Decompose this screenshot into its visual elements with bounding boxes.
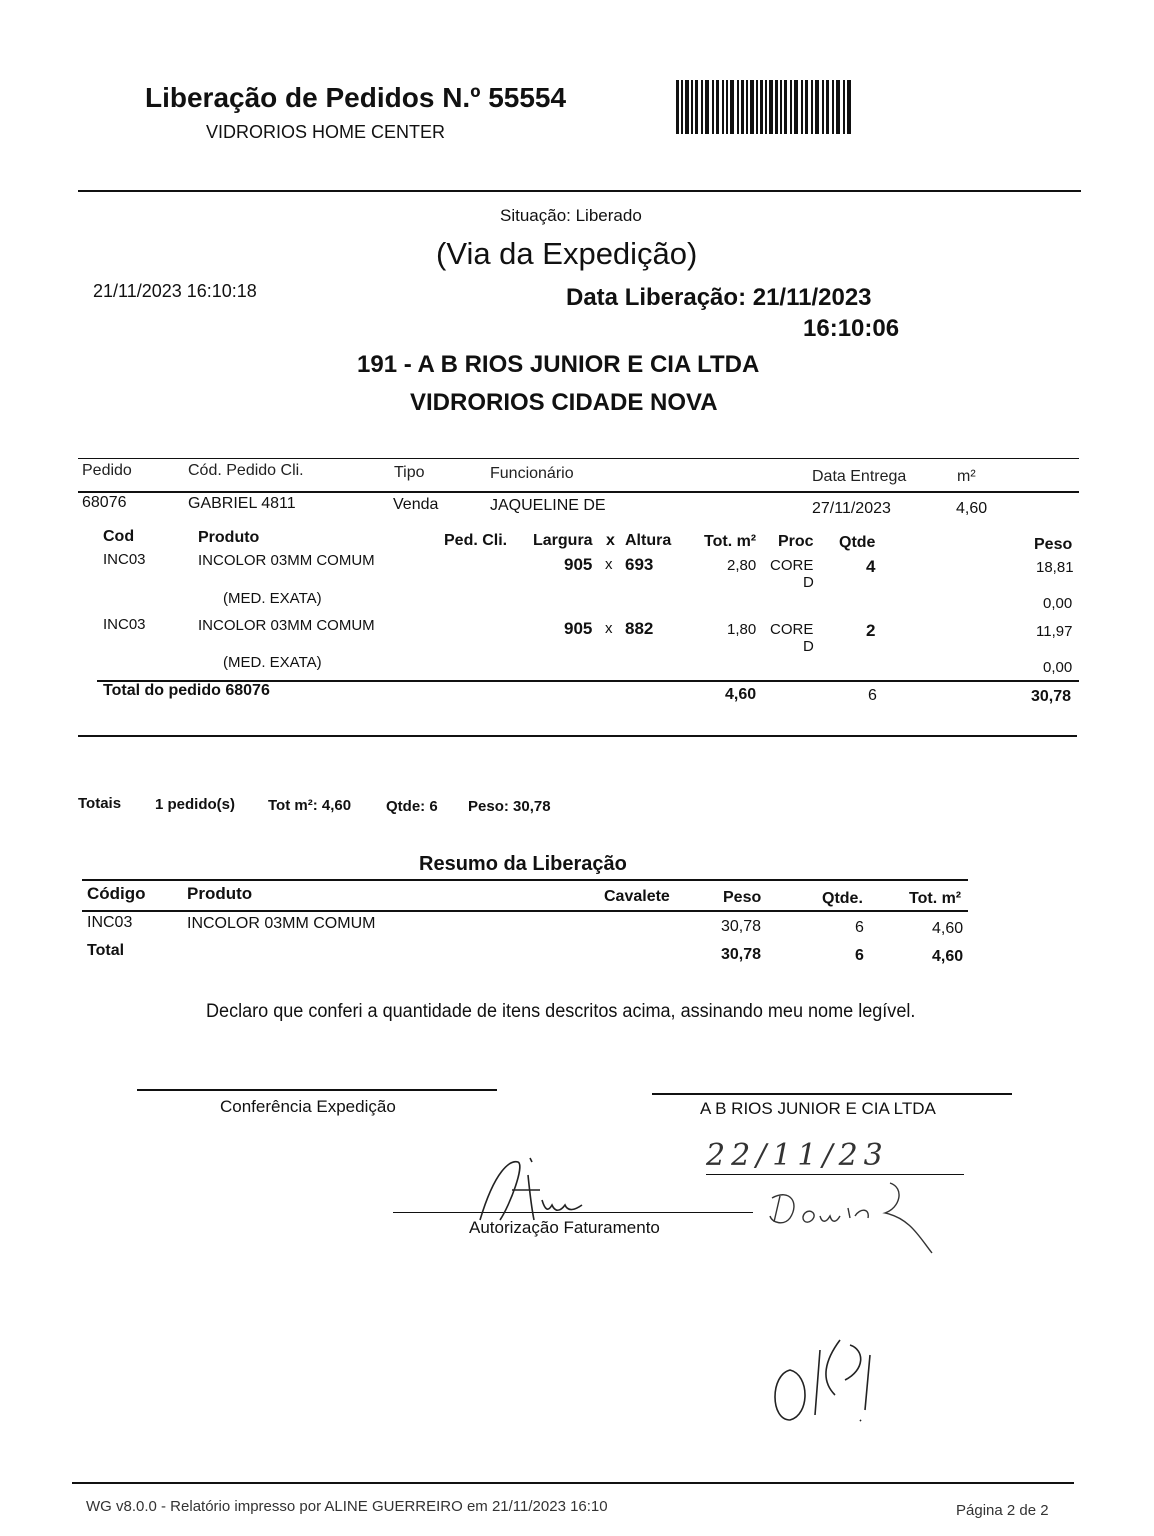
item-1-qtde: 4 [866,557,876,576]
signature-domingos-icon [760,1178,940,1258]
item-header-ped-cli: Ped. Cli. [444,532,508,549]
resumo-title: Resumo da Liberação [419,853,627,875]
order-total-peso: 30,78 [1031,688,1072,705]
item-2-proc-b: D [803,638,814,655]
resumo-total-label: Total [87,942,125,959]
footer-printed-by: WG v8.0.0 - Relatório impresso por ALINE GUERREIRO em 21/11/2023 16:10 [86,1498,608,1515]
client-name: 191 - A B RIOS JUNIOR E CIA LTDA [357,351,760,378]
order-m2: 4,60 [956,500,988,517]
resumo-row-qtde: 6 [855,919,864,936]
data-liberacao-time: 16:10:06 [803,315,900,342]
signature-label-empresa: A B RIOS JUNIOR E CIA LTDA [700,1099,936,1118]
order-header-rule [78,491,1079,493]
item-1-tot-m2: 2,80 [727,557,757,574]
item-2-altura: 882 [625,619,654,638]
order-table-top-rule [78,458,1079,459]
order-total-m2: 4,60 [725,686,757,703]
resumo-row-tot-m2: 4,60 [932,920,964,937]
data-liberacao-label [566,284,872,312]
data-liberacao-text: Data Liberação: [566,284,747,311]
order-pedido: 68076 [82,494,127,511]
resumo-header-codigo: Código [87,884,146,903]
item-1-largura: 905 [564,555,593,574]
footer-page-number: Página 2 de 2 [956,1502,1049,1519]
item-2-x: x [605,620,613,637]
handwritten-number-icon [765,1330,905,1430]
barcode-icon [676,80,851,134]
item-2-tot-m2: 1,80 [727,621,757,638]
order-total-label: Total do pedido 68076 [103,682,270,699]
item-1-cod: INC03 [103,551,146,568]
item-2-proc: CORE [770,621,814,638]
item-header-produto: Produto [198,529,260,546]
col-header-m2: m² [957,468,976,485]
resumo-header-qtde: Qtde. [822,890,863,907]
item-2-peso: 11,97 [1036,623,1073,640]
resumo-header-peso: Peso [723,889,762,906]
signature-line-empresa [652,1093,1012,1095]
item-2-produto: INCOLOR 03MM COMUM [198,617,375,634]
totais-peso: Peso: 30,78 [468,798,551,815]
item-1-x: x [605,556,613,573]
item-1-peso: 18,81 [1036,559,1074,576]
resumo-total-qtde: 6 [855,947,864,964]
item-2-cod: INC03 [103,616,146,633]
item-header-proc: Proc [778,533,814,550]
handwritten-date: 22/11/23 [706,1138,889,1173]
resumo-header-produto: Produto [187,884,253,903]
item-1-proc: CORE [770,557,814,574]
order-total-qtde: 6 [868,687,877,704]
item-header-qtde: Qtde [839,534,876,551]
signature-line-conferencia [137,1089,497,1091]
col-header-cod-cli: Cód. Pedido Cli. [188,462,304,479]
totais-label: Totais [78,795,122,812]
resumo-header-tot-m2: Tot. m² [909,890,962,907]
footer-divider [72,1482,1074,1484]
item-1-proc-b: D [803,574,814,591]
resumo-row-peso: 30,78 [721,918,762,935]
resumo-total-tot-m2: 4,60 [932,948,964,965]
document-title: Liberação de Pedidos N.º 55554 [145,82,567,113]
totais-pedidos: 1 pedido(s) [155,796,236,813]
totais-m2: Tot m²: 4,60 [268,797,352,814]
item-header-x: x [606,532,615,549]
item-1-note-peso: 0,00 [1043,595,1073,612]
col-header-pedido: Pedido [82,462,132,479]
order-cod-cli: GABRIEL 4811 [188,495,296,512]
company-name: VIDRORIOS HOME CENTER [206,122,446,142]
header-divider [78,190,1081,192]
item-header-tot-m2: Tot. m² [704,533,757,550]
resumo-header-cavalete: Cavalete [604,888,670,905]
signature-label-autorizacao: Autorização Faturamento [469,1218,660,1237]
order-funcionario: JAQUELINE DE [490,497,606,514]
item-header-altura: Altura [625,532,672,549]
store-name: VIDRORIOS CIDADE NOVA [410,389,718,416]
signature-aline-icon [470,1150,610,1235]
printed-timestamp: 21/11/2023 16:10:18 [93,281,257,301]
col-header-data-entrega: Data Entrega [812,468,907,485]
signature-label-conferencia: Conferência Expedição [220,1097,396,1116]
item-2-qtde: 2 [866,621,876,640]
totais-qtde: Qtde: 6 [386,798,438,815]
declaration-text: Declaro que conferi a quantidade de itens descritos acima, assinando meu nome legível. [206,1001,916,1022]
item-2-note-peso: 0,00 [1043,659,1073,676]
resumo-row-produto: INCOLOR 03MM COMUM [187,915,376,932]
item-header-peso: Peso [1034,536,1073,553]
order-table-bottom-rule [78,735,1077,737]
situacao-label: Situação: Liberado [500,206,642,225]
resumo-top-rule [82,879,968,881]
data-liberacao-date: 21/11/2023 [752,284,872,311]
item-2-note: (MED. EXATA) [223,654,322,671]
item-2-largura: 905 [564,619,593,638]
resumo-row-codigo: INC03 [87,914,133,931]
resumo-total-peso: 30,78 [721,946,762,963]
via-label: (Via da Expedição) [436,236,698,271]
date-underline [706,1174,964,1175]
col-header-funcionario: Funcionário [490,465,574,482]
order-tipo: Venda [393,496,439,513]
item-header-cod: Cod [103,528,135,545]
item-1-produto: INCOLOR 03MM COMUM [198,552,375,569]
order-data-entrega: 27/11/2023 [812,500,891,517]
item-1-altura: 693 [625,555,654,574]
col-header-tipo: Tipo [394,464,425,481]
item-1-note: (MED. EXATA) [223,590,322,607]
resumo-header-rule [82,910,968,912]
item-header-largura: Largura [533,532,593,549]
